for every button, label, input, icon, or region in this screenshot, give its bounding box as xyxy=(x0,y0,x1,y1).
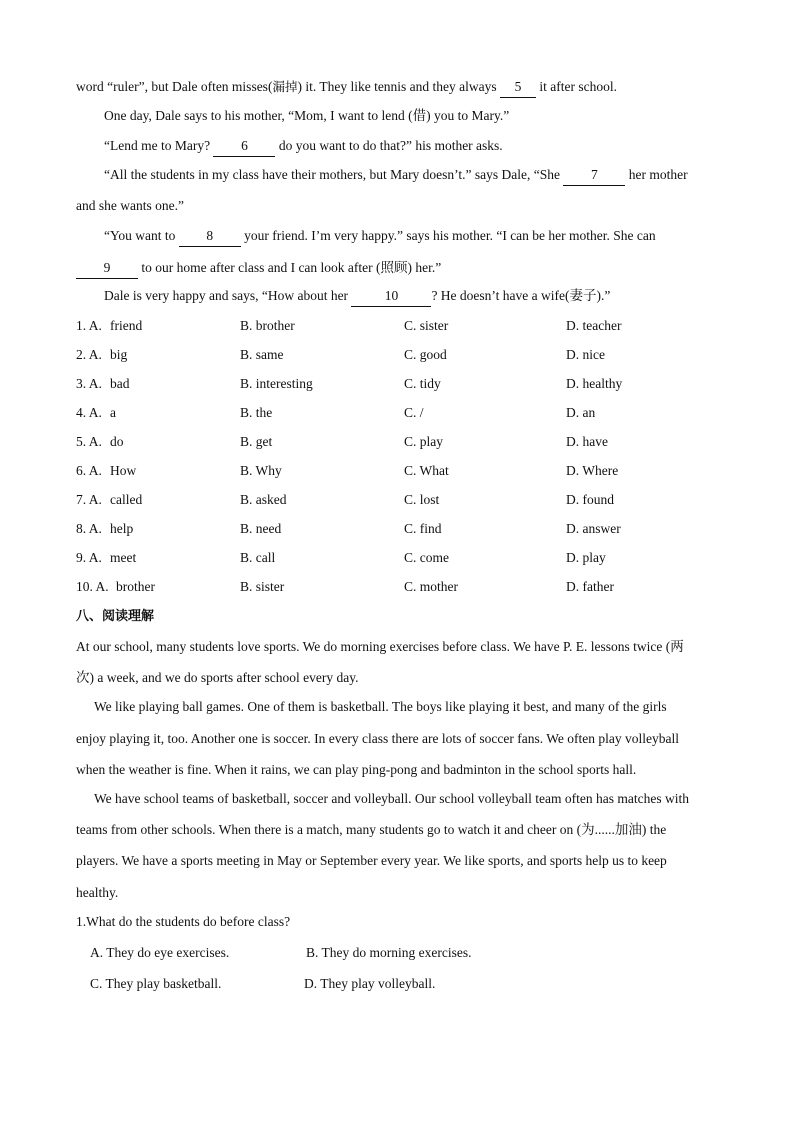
cloze-text: ? He doesn’t have a wife(妻子).” xyxy=(431,288,611,303)
reading-option-b: B. They do morning exercises. xyxy=(306,945,472,960)
option-a: friend xyxy=(110,318,143,333)
passage-line: healthy. xyxy=(76,885,119,900)
passage-line: when the weather is fine. When it rains, we can play ping-pong and badminton in the school sports hall. xyxy=(76,762,637,777)
question-row xyxy=(76,403,736,423)
cloze-line-1 xyxy=(76,77,617,98)
option-a: do xyxy=(110,434,124,449)
blank-10: 10 xyxy=(351,286,431,307)
question-row xyxy=(76,519,736,539)
passage-line: We like playing ball games. One of them is basketball. The boys like playing it best, and many of the girls xyxy=(94,699,667,714)
option-d: D. Where xyxy=(566,463,619,478)
question-number: 3. A. xyxy=(76,376,102,391)
option-d: D. healthy xyxy=(566,376,623,391)
passage-line: At our school, many students love sports. We do morning exercises before class. We have P. E. lessons twice (两 xyxy=(76,639,684,654)
option-b: B. interesting xyxy=(240,376,313,391)
option-c: C. lost xyxy=(404,492,440,507)
option-d: D. play xyxy=(566,550,606,565)
passage-line: teams from other schools. When there is a match, many students go to watch it and cheer on (为......加油) the xyxy=(76,822,667,837)
option-a: help xyxy=(110,521,134,536)
cloze-text: your friend. I’m very happy.” says his mother. “I can be her mother. She can xyxy=(240,228,656,243)
cloze-text: to our home after class and I can look after (照顾) her.” xyxy=(138,260,442,275)
option-b: B. sister xyxy=(240,579,285,594)
option-b: B. same xyxy=(240,347,284,362)
reading-option-a: A. They do eye exercises. xyxy=(90,945,230,960)
question-number: 5. A. xyxy=(76,434,102,449)
question-row xyxy=(76,490,736,510)
option-c: C. sister xyxy=(404,318,449,333)
option-d: D. father xyxy=(566,579,614,594)
option-c: C. tidy xyxy=(404,376,441,391)
option-d: D. an xyxy=(566,405,596,420)
cloze-line-7 xyxy=(76,258,441,279)
option-c: C. come xyxy=(404,550,449,565)
cloze-text: One day, Dale says to his mother, “Mom, I want to lend (借) you to Mary.” xyxy=(104,108,510,123)
blank-5: 5 xyxy=(500,77,536,98)
cloze-text: “Lend me to Mary? xyxy=(104,138,214,153)
reading-option-c: C. They play basketball. xyxy=(90,976,222,991)
cloze-text: her mother xyxy=(625,167,688,182)
option-a: called xyxy=(110,492,143,507)
cloze-gloss: 漏掉 xyxy=(272,79,298,94)
option-b: B. Why xyxy=(240,463,282,478)
option-a: a xyxy=(110,405,116,420)
cloze-text: ) it. They like tennis and they always xyxy=(297,79,501,94)
question-number: 2. A. xyxy=(76,347,102,362)
option-d: D. teacher xyxy=(566,318,622,333)
option-b: B. get xyxy=(240,434,273,449)
cloze-text: do you want to do that?” his mother asks. xyxy=(275,138,503,153)
cloze-text: “You want to xyxy=(104,228,179,243)
passage-line: We have school teams of basketball, soccer and volleyball. Our school volleyball team often has matches with xyxy=(94,791,689,806)
option-d: D. have xyxy=(566,434,608,449)
question-row xyxy=(76,374,736,394)
option-b: B. asked xyxy=(240,492,287,507)
question-row xyxy=(76,432,736,452)
option-b: B. the xyxy=(240,405,273,420)
question-row xyxy=(76,345,736,365)
passage-line: players. We have a sports meeting in May or September every year. We like sports, and sports help us to keep xyxy=(76,853,667,868)
passage-line: 次) a week, and we do sports after school every day. xyxy=(76,670,359,685)
question-row xyxy=(76,316,736,336)
question-row xyxy=(76,461,736,481)
question-number: 8. A. xyxy=(76,521,102,536)
question-number: 7. A. xyxy=(76,492,102,507)
blank-7: 7 xyxy=(563,165,625,186)
blank-8: 8 xyxy=(179,226,241,247)
question-row xyxy=(76,577,736,597)
cloze-line-8 xyxy=(104,286,610,307)
option-c: C. good xyxy=(404,347,447,362)
cloze-line-5 xyxy=(76,196,184,216)
cloze-line-3 xyxy=(104,136,503,157)
question-number: 10. A. xyxy=(76,579,109,594)
option-d: D. nice xyxy=(566,347,605,362)
option-a: bad xyxy=(110,376,130,391)
cloze-line-2 xyxy=(104,106,509,126)
option-d: D. found xyxy=(566,492,614,507)
reading-question: 1.What do the students do before class? xyxy=(76,914,291,929)
cloze-text: Dale is very happy and says, “How about her xyxy=(104,288,352,303)
cloze-line-4 xyxy=(104,165,688,186)
question-row xyxy=(76,548,736,568)
cloze-text: “All the students in my class have their mothers, but Mary doesn’t.” says Dale, “She xyxy=(104,167,564,182)
passage-line: enjoy playing it, too. Another one is soccer. In every class there are lots of soccer fans. We often play volleyball xyxy=(76,731,679,746)
question-number: 4. A. xyxy=(76,405,102,420)
section-heading: 八、阅读理解 xyxy=(76,609,155,624)
cloze-text: it after school. xyxy=(536,79,618,94)
option-b: B. brother xyxy=(240,318,295,333)
option-d: D. answer xyxy=(566,521,621,536)
option-a: How xyxy=(110,463,137,478)
blank-6: 6 xyxy=(213,136,275,157)
question-number: 6. A. xyxy=(76,463,102,478)
cloze-line-6 xyxy=(104,226,656,247)
option-c: C. What xyxy=(404,463,449,478)
option-a: brother xyxy=(116,579,155,594)
option-a: big xyxy=(110,347,128,362)
option-b: B. call xyxy=(240,550,276,565)
cloze-text: and she wants one.” xyxy=(76,198,184,213)
question-number: 9. A. xyxy=(76,550,102,565)
question-number: 1. A. xyxy=(76,318,102,333)
option-c: C. mother xyxy=(404,579,458,594)
option-c: C. find xyxy=(404,521,442,536)
option-b: B. need xyxy=(240,521,282,536)
option-c: C. / xyxy=(404,405,424,420)
reading-option-d: D. They play volleyball. xyxy=(304,976,436,991)
option-a: meet xyxy=(110,550,137,565)
cloze-text: word “ruler”, but Dale often misses( xyxy=(76,79,273,94)
blank-9: 9 xyxy=(76,258,138,279)
option-c: C. play xyxy=(404,434,443,449)
